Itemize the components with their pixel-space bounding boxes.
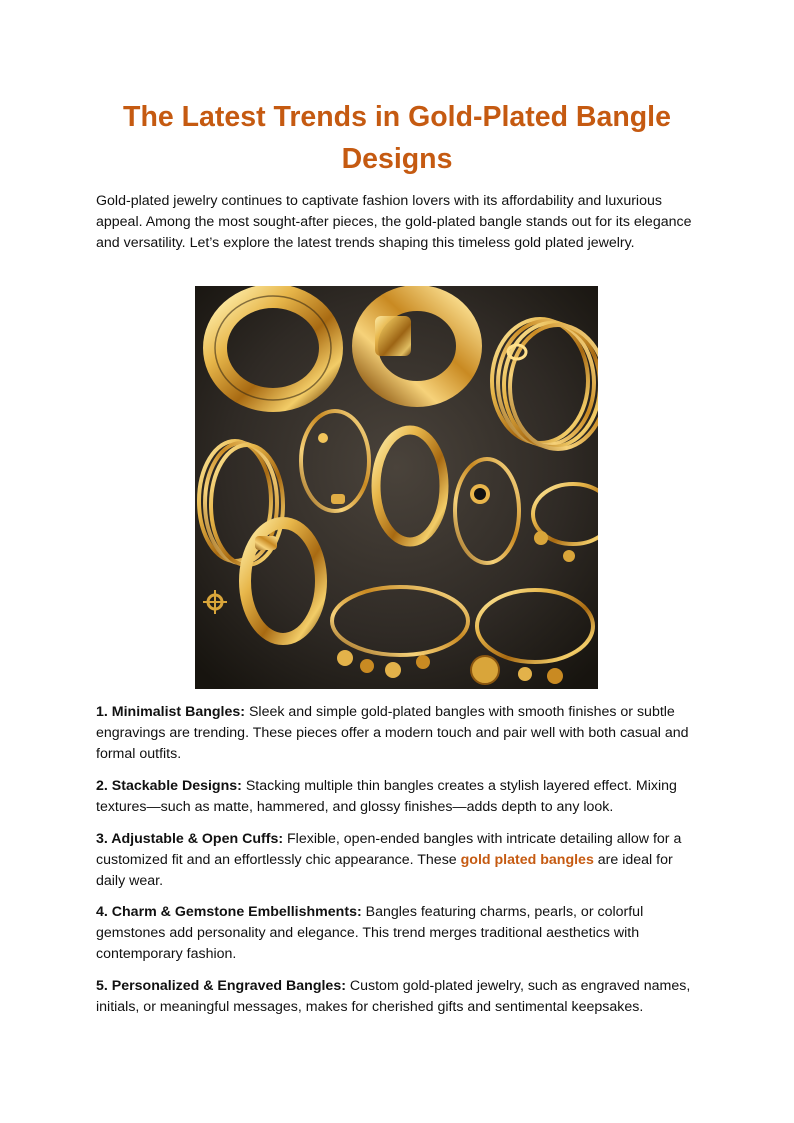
trend-heading: 5. Personalized & Engraved Bangles: xyxy=(96,978,346,994)
trend-heading: 4. Charm & Gemstone Embellishments: xyxy=(96,904,362,920)
trend-heading: 1. Minimalist Bangles: xyxy=(96,704,246,720)
trend-adjustable-cuffs xyxy=(96,829,700,893)
trend-text: Sleek and simple gold-plated bangles with smooth finishes or subtle engravings are trending. These pieces offer a modern touch and pair well with both casual and formal outfits. xyxy=(96,704,689,763)
bangles-photo xyxy=(195,286,598,689)
trend-text: Bangles featuring charms, pearls, or colorful gemstones add personality and elegance. This trend merges traditional aesthetics with contemporary fashion. xyxy=(96,904,644,963)
bangles-illustration xyxy=(195,286,598,689)
gold-plated-bangles-link[interactable]: gold plated bangles xyxy=(460,852,594,869)
trend-stackable xyxy=(96,776,700,818)
intro-paragraph: Gold-plated jewelry continues to captivate fashion lovers with its affordability and luxurious appeal. Among the most sought-after pieces, the gold-plated bangle stands out for its elegance and versatility. Let’s explore the latest trends shaping this timeless gold plated jewelry. xyxy=(96,193,692,252)
trend-heading: 3. Adjustable & Open Cuffs: xyxy=(96,831,284,847)
trend-heading: 2. Stackable Designs: xyxy=(96,778,242,794)
page-title: The Latest Trends in Gold-Plated Bangle Designs xyxy=(123,101,671,175)
trend-text: are ideal for daily wear. xyxy=(96,852,673,890)
trend-text: Flexible, open-ended bangles with intricate detailing allow for a customized fit and an effortlessly chic appearance. These xyxy=(96,831,682,869)
trend-charm-gemstone xyxy=(96,902,700,966)
trend-text: Stacking multiple thin bangles creates a stylish layered effect. Mixing textures—such as matte, hammered, and glossy finishes—adds depth to any look. xyxy=(96,778,677,816)
trend-text: Custom gold-plated jewelry, such as engraved names, initials, or meaningful messages, makes for cherished gifts and sentimental keepsakes. xyxy=(96,978,691,1016)
trend-personalized xyxy=(96,976,700,1018)
trend-minimalist xyxy=(96,702,700,766)
